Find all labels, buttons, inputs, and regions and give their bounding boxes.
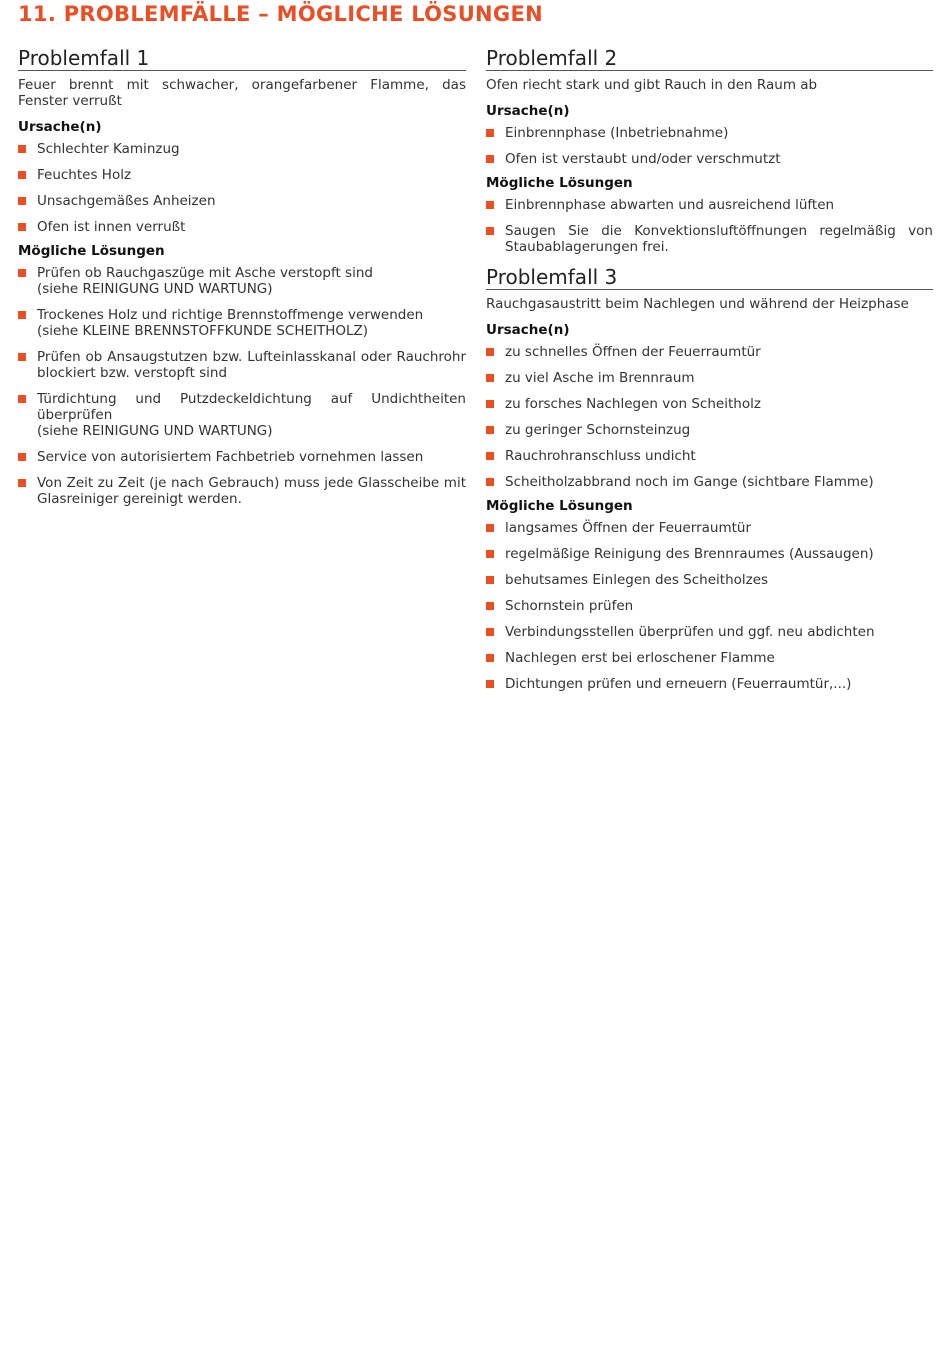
list-item-text: zu viel Asche im Brennraum: [505, 370, 695, 386]
list-item: [486, 422, 933, 438]
square-bullet-icon: [486, 576, 494, 584]
problem-case-1: [18, 46, 466, 507]
list-item: [18, 219, 466, 235]
list-item-text: Trockenes Holz und richtige Brennstoffmenge verwenden (siehe KLEINE BRENNSTOFFKUNDE SCHEITHOLZ): [37, 307, 424, 339]
list-item-text: Unsachgemäßes Anheizen: [37, 193, 216, 209]
solutions-list: [18, 265, 466, 507]
solutions-label: Mögliche Lösungen: [486, 498, 633, 514]
solutions-list: [486, 520, 933, 692]
list-item: [486, 520, 933, 536]
list-item: [486, 650, 933, 666]
square-bullet-icon: [18, 479, 26, 487]
list-item: [486, 344, 933, 360]
list-item-text: Feuchtes Holz: [37, 167, 132, 183]
list-item: [486, 624, 933, 640]
list-item-text: Nachlegen erst bei erloschener Flamme: [505, 650, 775, 666]
list-item-text: Verbindungsstellen überprüfen und ggf. neu abdichten: [505, 624, 875, 640]
problem-case-2: [486, 46, 933, 255]
square-bullet-icon: [18, 145, 26, 153]
square-bullet-icon: [486, 201, 494, 209]
list-item: [486, 676, 933, 692]
list-item: [486, 197, 933, 213]
solutions-label: Mögliche Lösungen: [486, 175, 633, 191]
causes-list: [18, 141, 466, 235]
list-item-text: regelmäßige Reinigung des Brennraumes (Aussaugen): [505, 546, 874, 562]
list-item-text: langsames Öffnen der Feuerraumtür: [505, 520, 752, 536]
list-item: [18, 349, 466, 381]
list-item: [486, 396, 933, 412]
solutions-list: [486, 197, 933, 255]
case-heading: Problemfall 2: [486, 46, 933, 71]
square-bullet-icon: [486, 348, 494, 356]
solutions-label: Mögliche Lösungen: [18, 243, 165, 259]
list-item: [18, 265, 466, 297]
square-bullet-icon: [486, 374, 494, 382]
square-bullet-icon: [486, 426, 494, 434]
list-item: [486, 598, 933, 614]
square-bullet-icon: [486, 524, 494, 532]
list-item-text: Einbrennphase (Inbetriebnahme): [505, 125, 729, 141]
list-item-text: Scheitholzabbrand noch im Gange (sichtbare Flamme): [505, 474, 874, 490]
square-bullet-icon: [486, 550, 494, 558]
case-description: Feuer brennt mit schwacher, orangefarbener Flamme, das Fenster verrußt: [18, 77, 466, 109]
list-item-text: Schornstein prüfen: [505, 598, 634, 614]
list-item-text: zu schnelles Öffnen der Feuerraumtür: [505, 344, 761, 360]
list-item: [486, 370, 933, 386]
list-item-text: Türdichtung und Putzdeckeldichtung auf Undichtheiten überprüfen (siehe REINIGUNG UND WARTUNG): [37, 391, 466, 439]
list-item: [18, 167, 466, 183]
causes-list: [486, 344, 933, 490]
square-bullet-icon: [486, 155, 494, 163]
square-bullet-icon: [18, 311, 26, 319]
square-bullet-icon: [18, 353, 26, 361]
problem-case-3: [486, 265, 933, 692]
square-bullet-icon: [18, 395, 26, 403]
list-item: [486, 448, 933, 464]
square-bullet-icon: [486, 654, 494, 662]
page-title: 11. PROBLEMFÄLLE – MÖGLICHE LÖSUNGEN: [18, 2, 543, 26]
causes-label: Ursache(n): [18, 119, 102, 135]
list-item-text: zu geringer Schornsteinzug: [505, 422, 691, 438]
list-item-text: Ofen ist verstaubt und/oder verschmutzt: [505, 151, 781, 167]
list-item-text: Dichtungen prüfen und erneuern (Feuerraumtür,...): [505, 676, 852, 692]
causes-list: [486, 125, 933, 167]
square-bullet-icon: [18, 453, 26, 461]
list-item: [18, 391, 466, 439]
square-bullet-icon: [18, 197, 26, 205]
square-bullet-icon: [486, 400, 494, 408]
causes-label: Ursache(n): [486, 103, 570, 119]
list-item-text: Schlechter Kaminzug: [37, 141, 180, 157]
list-item-text: Rauchrohranschluss undicht: [505, 448, 696, 464]
list-item-text: Von Zeit zu Zeit (je nach Gebrauch) muss jede Glasscheibe mit Glasreiniger gereinigt werden.: [37, 475, 466, 507]
square-bullet-icon: [18, 269, 26, 277]
list-item-text: Service von autorisiertem Fachbetrieb vornehmen lassen: [37, 449, 424, 465]
list-item: [486, 151, 933, 167]
square-bullet-icon: [486, 129, 494, 137]
right-column: [486, 46, 933, 702]
list-item: [486, 546, 933, 562]
square-bullet-icon: [486, 227, 494, 235]
square-bullet-icon: [486, 680, 494, 688]
list-item: [486, 572, 933, 588]
list-item-text: behutsames Einlegen des Scheitholzes: [505, 572, 769, 588]
list-item-text: Prüfen ob Rauchgaszüge mit Asche verstopft sind (siehe REINIGUNG UND WARTUNG): [37, 265, 373, 297]
list-item-text: Saugen Sie die Konvektionsluftöffnungen regelmäßig von Staubablagerungen frei.: [505, 223, 933, 255]
list-item-text: Ofen ist innen verrußt: [37, 219, 186, 235]
list-item-text: Prüfen ob Ansaugstutzen bzw. Lufteinlasskanal oder Rauchrohr blockiert bzw. verstopft sind: [37, 349, 466, 381]
square-bullet-icon: [18, 171, 26, 179]
list-item: [18, 141, 466, 157]
square-bullet-icon: [486, 452, 494, 460]
square-bullet-icon: [486, 478, 494, 486]
list-item: [18, 193, 466, 209]
case-description: Rauchgasaustritt beim Nachlegen und während der Heizphase: [486, 296, 909, 312]
list-item: [486, 474, 933, 490]
list-item: [486, 125, 933, 141]
list-item: [18, 449, 466, 465]
case-heading: Problemfall 3: [486, 265, 933, 290]
list-item: [18, 475, 466, 507]
case-description: Ofen riecht stark und gibt Rauch in den Raum ab: [486, 77, 818, 93]
case-heading: Problemfall 1: [18, 46, 466, 71]
list-item-text: Einbrennphase abwarten und ausreichend lüften: [505, 197, 835, 213]
left-column: [18, 46, 466, 517]
list-item: [486, 223, 933, 255]
list-item: [18, 307, 466, 339]
square-bullet-icon: [486, 602, 494, 610]
square-bullet-icon: [18, 223, 26, 231]
causes-label: Ursache(n): [486, 322, 570, 338]
list-item-text: zu forsches Nachlegen von Scheitholz: [505, 396, 761, 412]
square-bullet-icon: [486, 628, 494, 636]
